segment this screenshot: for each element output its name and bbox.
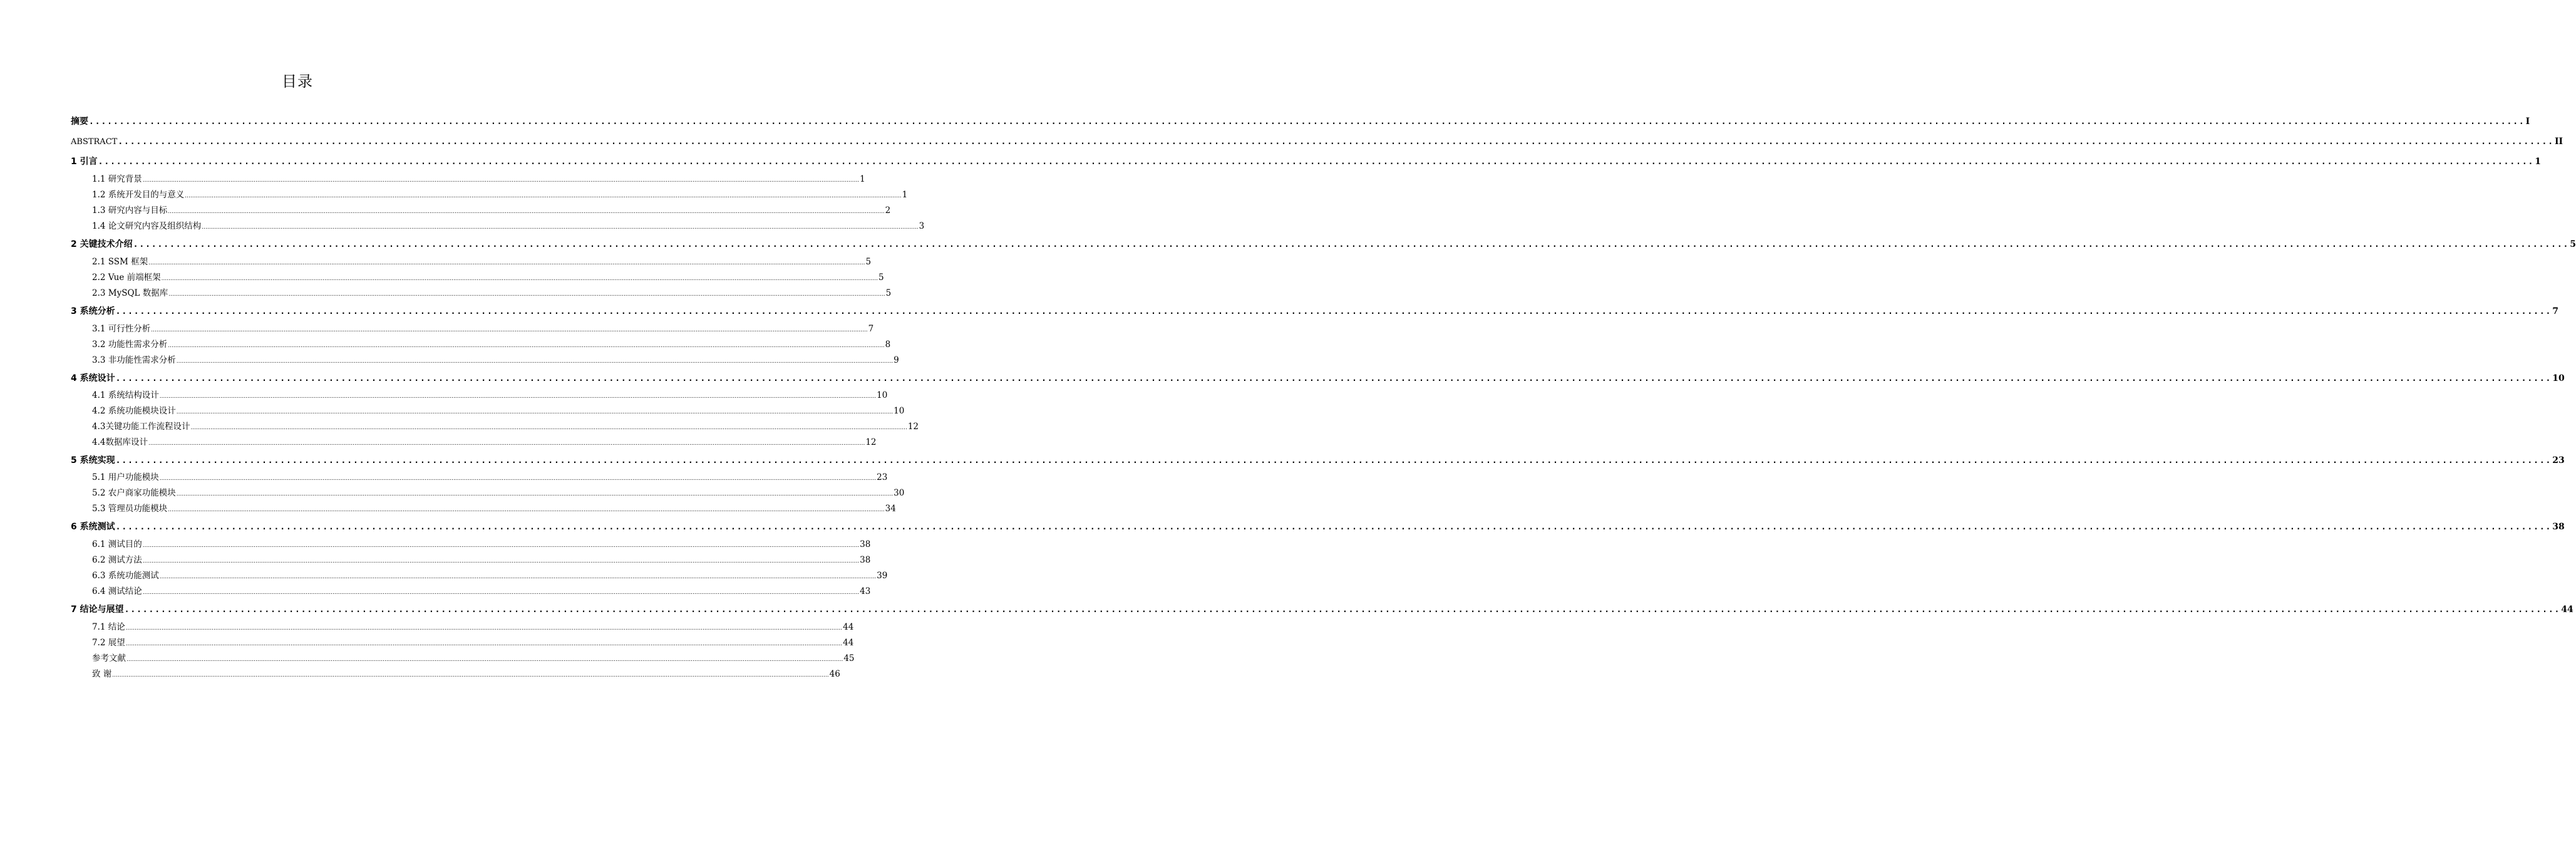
toc-entry-page-number: 44 (843, 638, 854, 648)
toc-entry-label: 2 关键技术介绍 (71, 239, 133, 249)
toc-entry[interactable] (92, 667, 840, 681)
toc-entry[interactable] (92, 538, 871, 551)
toc-entry[interactable] (71, 135, 2563, 148)
toc-entry-label: 5 系统实现 (71, 455, 115, 465)
toc-entry[interactable] (92, 338, 891, 351)
toc-entry-label: 1.2 系统开发目的与意义 (92, 190, 185, 200)
toc-entry[interactable] (92, 585, 871, 598)
toc-entry-page-number: 44 (843, 622, 854, 632)
toc-dot-leader: ................................................................................................................................................................................................................................................................................................................................................................................................................ (190, 425, 907, 431)
toc-entry-page-number: 9 (894, 355, 899, 365)
toc-entry[interactable] (92, 420, 919, 434)
toc-entry-page-number: 5 (2570, 239, 2576, 249)
toc-dot-leader: ................................................................................................................................................................................................................................................................................................................................................................................................................ (115, 374, 2552, 383)
toc-dot-leader: ................................................................................................................................................................................................................................................................................................................................................................................................................ (124, 605, 2561, 615)
toc-dot-leader: ................................................................................................................................................................................................................................................................................................................................................................................................................ (142, 590, 860, 596)
toc-entry-page-number: 39 (877, 571, 888, 581)
toc-entry[interactable] (92, 271, 884, 284)
toc-entry-label: 6.3 系统功能测试 (92, 571, 159, 581)
toc-entry-label: 4.4数据库设计 (92, 437, 148, 447)
toc-entry-label: 致 谢 (92, 669, 112, 679)
toc-entry-page-number: 7 (868, 324, 874, 334)
toc-dot-leader: ................................................................................................................................................................................................................................................................................................................................................................................................................ (168, 507, 885, 513)
toc-entry-label: 5.1 用户功能模块 (92, 472, 159, 482)
toc-entry-label: 7.1 结论 (92, 622, 125, 632)
toc-dot-leader: ................................................................................................................................................................................................................................................................................................................................................................................................................ (133, 240, 2570, 249)
toc-entry-page-number: 30 (894, 488, 905, 498)
toc-entry[interactable] (92, 255, 872, 269)
toc-dot-leader: ................................................................................................................................................................................................................................................................................................................................................................................................................ (159, 393, 877, 400)
toc-entry-page-number: 5 (885, 288, 892, 298)
toc-entry-label: 摘要 (71, 117, 88, 127)
toc-entry-label: 1.1 研究背景 (92, 174, 142, 184)
toc-dot-leader: ................................................................................................................................................................................................................................................................................................................................................................................................................ (168, 291, 885, 298)
toc-entry[interactable] (92, 286, 892, 300)
toc-entry[interactable] (92, 435, 877, 449)
toc-entry-label: 4 系统设计 (71, 373, 115, 383)
toc-dot-leader: ................................................................................................................................................................................................................................................................................................................................................................................................................ (176, 358, 894, 365)
toc-dot-leader: ................................................................................................................................................................................................................................................................................................................................................................................................................ (185, 193, 902, 199)
toc-entry-page-number: 38 (860, 555, 871, 565)
page-title: 目录 (282, 73, 313, 90)
toc-dot-leader: ................................................................................................................................................................................................................................................................................................................................................................................................................ (89, 117, 2525, 127)
toc-entry-page-number: 44 (2561, 605, 2573, 615)
toc-entry-label: 6.2 测试方法 (92, 555, 142, 565)
toc-entry[interactable] (92, 388, 888, 402)
toc-entry-page-number: 38 (2552, 522, 2565, 532)
toc-entry-page-number: 12 (865, 437, 877, 447)
toc-entry-page-number: 1 (860, 174, 865, 184)
toc-entry-label: 3.2 功能性需求分析 (92, 340, 168, 350)
toc-dot-leader: ................................................................................................................................................................................................................................................................................................................................................................................................................ (142, 543, 860, 549)
toc-entry-page-number: 38 (860, 539, 871, 549)
toc-dot-leader: ................................................................................................................................................................................................................................................................................................................................................................................................................ (176, 491, 894, 497)
toc-entry-label: 4.2 系统功能模块设计 (92, 406, 176, 416)
toc-entry[interactable] (71, 520, 2565, 534)
toc-dot-leader: ................................................................................................................................................................................................................................................................................................................................................................................................................ (168, 209, 885, 215)
toc-dot-leader: ................................................................................................................................................................................................................................................................................................................................................................................................................ (142, 558, 860, 564)
toc-entry[interactable] (92, 486, 905, 500)
toc-entry-label: 7.2 展望 (92, 638, 125, 648)
toc-entry-page-number: I (2525, 117, 2530, 127)
toc-entry-page-number: 12 (907, 422, 919, 432)
toc-entry[interactable] (92, 322, 874, 336)
toc-entry-page-number: 10 (2552, 373, 2565, 383)
toc-entry-label: 参考文献 (92, 653, 126, 663)
toc-entry[interactable] (71, 237, 2576, 251)
toc-entry-label: ABSTRACT (71, 137, 118, 147)
toc-dot-leader: ................................................................................................................................................................................................................................................................................................................................................................................................................ (159, 476, 877, 482)
toc-entry-page-number: 2 (885, 205, 891, 216)
toc-entry-label: 2.1 SSM 框架 (92, 257, 148, 267)
toc-entry-label: 1.4 论文研究内容及组织结构 (92, 221, 202, 231)
toc-entry-label: 3.3 非功能性需求分析 (92, 355, 176, 365)
toc-entry[interactable] (92, 620, 854, 634)
toc-entry-label: 6.4 测试结论 (92, 586, 142, 596)
toc-entry[interactable] (92, 502, 896, 516)
toc-entry-page-number: 45 (843, 653, 855, 663)
toc-entry[interactable] (71, 155, 2542, 169)
toc-entry-page-number: 34 (885, 504, 896, 514)
toc-dot-leader: ................................................................................................................................................................................................................................................................................................................................................................................................................ (112, 672, 829, 678)
toc-dot-leader: ................................................................................................................................................................................................................................................................................................................................................................................................................ (115, 456, 2552, 465)
toc-entry[interactable] (71, 372, 2565, 385)
toc-entry-page-number: 1 (2535, 157, 2542, 167)
toc-entry[interactable] (92, 404, 905, 418)
toc-entry-page-number: 8 (885, 340, 891, 350)
toc-entry[interactable] (92, 188, 908, 202)
toc-entry-label: 4.3关键功能工作流程设计 (92, 422, 190, 432)
toc-dot-leader: ................................................................................................................................................................................................................................................................................................................................................................................................................ (148, 440, 865, 447)
toc-entry[interactable] (71, 304, 2559, 318)
toc-entry[interactable] (92, 569, 888, 583)
toc-dot-leader: ................................................................................................................................................................................................................................................................................................................................................................................................................ (176, 409, 894, 415)
toc-entry-label: 5.3 管理员功能模块 (92, 504, 168, 514)
toc-entry[interactable] (92, 219, 925, 233)
toc-entry-page-number: 46 (829, 669, 840, 679)
toc-entry[interactable] (92, 172, 865, 186)
toc-dot-leader: ................................................................................................................................................................................................................................................................................................................................................................................................................ (98, 157, 2535, 167)
toc-entry-page-number: 7 (2552, 306, 2559, 316)
toc-dot-leader: ................................................................................................................................................................................................................................................................................................................................................................................................................ (125, 641, 843, 647)
toc-entry-page-number: 10 (894, 406, 905, 416)
toc-entry-label: 3.1 可行性分析 (92, 324, 151, 334)
toc-entry-page-number: II (2554, 137, 2563, 147)
toc-entry-label: 4.1 系统结构设计 (92, 390, 159, 400)
toc-dot-leader: ................................................................................................................................................................................................................................................................................................................................................................................................................ (125, 625, 843, 632)
toc-dot-leader: ................................................................................................................................................................................................................................................................................................................................................................................................................ (151, 327, 868, 333)
toc-entry-label: 3 系统分析 (71, 306, 115, 316)
toc-entry-label: 2.3 MySQL 数据库 (92, 288, 168, 298)
toc-entry[interactable] (92, 553, 871, 567)
toc-entry-label: 5.2 农户商家功能模块 (92, 488, 176, 498)
toc-entry[interactable] (92, 204, 891, 217)
toc-entry-label: 2.2 Vue 前端框架 (92, 273, 161, 283)
toc-entry-page-number: 23 (877, 472, 888, 482)
toc-dot-leader: ................................................................................................................................................................................................................................................................................................................................................................................................................ (168, 343, 885, 349)
toc-dot-leader: ................................................................................................................................................................................................................................................................................................................................................................................................................ (115, 307, 2552, 316)
toc-entry[interactable] (71, 454, 2565, 467)
toc-dot-leader: ................................................................................................................................................................................................................................................................................................................................................................................................................ (126, 657, 843, 663)
toc-dot-leader: ................................................................................................................................................................................................................................................................................................................................................................................................................ (148, 260, 865, 266)
toc-dot-leader: ................................................................................................................................................................................................................................................................................................................................................................................................................ (142, 177, 860, 184)
toc-entry-label: 1.3 研究内容与目标 (92, 205, 168, 216)
toc-entry-page-number: 5 (865, 257, 872, 267)
toc-entry-label: 7 结论与展望 (71, 605, 124, 615)
toc-entry[interactable] (92, 470, 888, 484)
toc-entry-page-number: 5 (878, 273, 884, 283)
toc-entry[interactable] (92, 652, 855, 665)
toc-entry-page-number: 23 (2552, 455, 2565, 465)
toc-entry-page-number: 1 (902, 190, 908, 200)
toc-entry-page-number: 3 (919, 221, 925, 231)
toc-dot-leader: ................................................................................................................................................................................................................................................................................................................................................................................................................ (118, 137, 2554, 147)
toc-entry[interactable] (92, 353, 899, 367)
toc-entry-page-number: 10 (877, 390, 888, 400)
toc-entry[interactable] (71, 115, 2530, 128)
toc-dot-leader: ................................................................................................................................................................................................................................................................................................................................................................................................................ (161, 276, 878, 282)
toc-entry[interactable] (92, 636, 854, 650)
toc-dot-leader: ................................................................................................................................................................................................................................................................................................................................................................................................................ (202, 224, 919, 231)
toc-entry-label: 1 引言 (71, 157, 98, 167)
toc-dot-leader: ................................................................................................................................................................................................................................................................................................................................................................................................................ (115, 522, 2552, 532)
toc-entry-label: 6.1 测试目的 (92, 539, 142, 549)
toc-entry-page-number: 43 (860, 586, 871, 596)
toc-entry-label: 6 系统测试 (71, 522, 115, 532)
toc-entry[interactable] (71, 603, 2573, 616)
toc-dot-leader: ................................................................................................................................................................................................................................................................................................................................................................................................................ (159, 574, 877, 580)
